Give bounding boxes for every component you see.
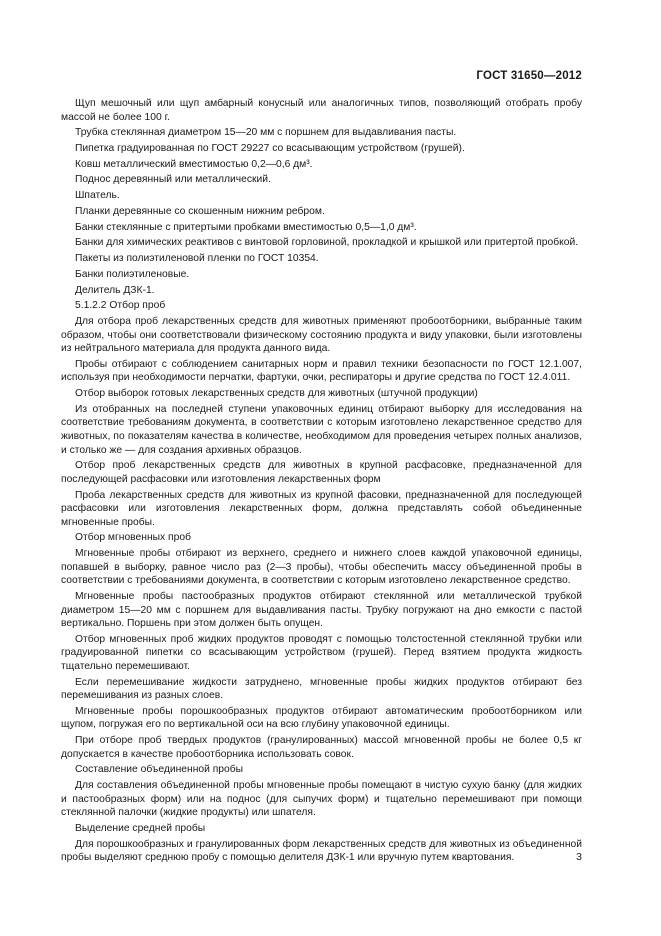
document-number: ГОСТ 31650—2012 [476, 70, 582, 82]
subheading: Отбор мгновенных проб [75, 532, 191, 544]
paragraph: Пробы отбирают с соблюдением санитарных норм и правил техники безопасности по ГОСТ 12.1.007, используя при необходимости перчатки, фартуки, очки, респираторы и другие средства по ГОСТ 12.4.011. [61, 358, 582, 384]
paragraph: Планки деревянные со скошенным нижним ребром. [75, 205, 325, 217]
paragraph: Делитель ДЗК-1. [75, 284, 155, 296]
paragraph: Мгновенные пробы пастообразных продуктов отбирают стеклянной или металлической трубкой диаметром 15—20 мм с поршнем для выдавливания пасты. Трубку погружают на дно емкости с пастой вертикально. Поршень при этом должен быть опущен. [61, 590, 582, 630]
paragraph: Шпатель. [75, 190, 120, 202]
paragraph: Банки полиэтиленовые. [75, 268, 190, 280]
paragraph: Если перемешивание жидкости затруднено, мгновенные пробы жидких продуктов отбирают без перемешивания из разных слоев. [61, 676, 582, 702]
paragraph: Поднос деревянный или металлический. [75, 174, 271, 186]
subheading: Отбор проб лекарственных средств для животных в крупной расфасовке, предназначенной для последующей расфасовки или изготовления лекарственных форм [61, 460, 582, 485]
paragraph: Банки для химических реактивов с винтовой горловиной, прокладкой и крышкой или притертой пробкой. [75, 237, 579, 249]
paragraph: При отборе проб твердых продуктов (гранулированных) массой мгновенной пробы не более 0,5 кг допускается в качестве пробоотборника использовать совок. [61, 735, 582, 760]
paragraph: Из отобранных на последней ступени упаковочных единиц отбирают выборку для исследования на соответствие требованиям документа, в соответствии с которым изготовлено лекарственное средство для животных, по показателям качества в количестве, необходимом для проведения четырех полных анализов, и столько же — для создания архивных образцов. [61, 403, 582, 456]
paragraph: Отбор мгновенных проб жидких продуктов проводят с помощью толстостенной стеклянной трубки или градуированной пипетки со всасывающим устройством (грушей). Перед взятием продукта жидкость тщательно перемешивают. [61, 633, 582, 672]
subheading: Отбор выборок готовых лекарственных средств для животных (штучной продукции) [75, 388, 478, 400]
paragraph: Банки стеклянные с притертыми пробками вместимостью 0,5—1,0 дм³. [75, 221, 417, 233]
paragraph: Ковш металлический вместимостью 0,2—0,6 дм³. [75, 158, 313, 170]
document-body [61, 97, 582, 865]
subheading: Выделение средней пробы [75, 823, 206, 835]
section-heading: 5.1.2.2 Отбор проб [75, 300, 166, 312]
paragraph: Для отбора проб лекарственных средств для животных применяют пробоотборники, выбранные таким образом, чтобы они соответствовали физическому состоянию продукта и виду упаковки, были изготовлены из нейтрального материала для продукта данного вида. [61, 316, 582, 355]
subheading: Составление объединенной пробы [75, 764, 244, 776]
page-number: 3 [576, 851, 582, 863]
paragraph: Щуп мешочный или щуп амбарный конусный или аналогичных типов, позволяющий отобрать пробу массой не более 100 г. [61, 98, 582, 123]
paragraph: Мгновенные пробы отбирают из верхнего, среднего и нижнего слоев каждой упаковочной единицы, попавшей в выборку, равное число раз (2—3 пробы), чтобы обеспечить массу объединенной пробы в соответствии с требованиями документа, в соответствии с которым изготовлено лекарственное средство. [61, 548, 582, 587]
paragraph: Проба лекарственных средств для животных из крупной фасовки, предназначенной для последующей расфасовки или изготовления лекарственных форм, должна представлять собой объединенные мгновенные пробы. [61, 489, 582, 528]
paragraph: Пипетка градуированная по ГОСТ 29227 со всасывающим устройством (грушей). [75, 143, 465, 155]
paragraph: Для порошкообразных и гранулированных форм лекарственных средств для животных из объединенной пробы выделяют среднюю пробу с помощью делителя ДЗК-1 или вручную путем квартования. [61, 838, 582, 864]
paragraph: Для составления объединенной пробы мгновенные пробы помещают в чистую сухую банку (для жидких и пастообразных форм) или на поднос (для сыпучих форм) и тщательно перемешивают при помощи стеклянной палочки (жидкие продукты) или шпателя. [61, 780, 582, 819]
paragraph: Мгновенные пробы порошкообразных продуктов отбирают автоматическим пробоотборником или щупом, погружая его по вертикальной оси на всю глубину упаковочной единицы. [61, 705, 582, 731]
paragraph: Трубка стеклянная диаметром 15—20 мм с поршнем для выдавливания пасты. [75, 127, 457, 139]
paragraph: Пакеты из полиэтиленовой пленки по ГОСТ 10354. [75, 253, 319, 265]
